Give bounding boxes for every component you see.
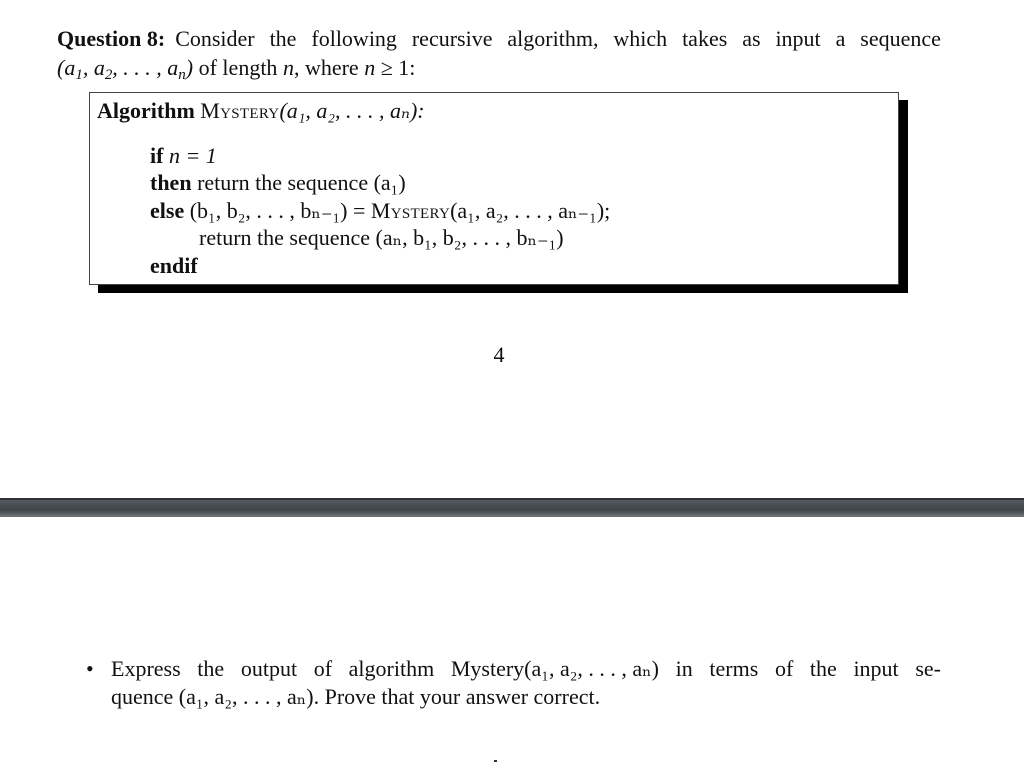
bullet-word: Express bbox=[111, 656, 181, 681]
bullet-word: of bbox=[313, 656, 333, 681]
next-page-number-fragment bbox=[494, 760, 497, 762]
bullet-word: algorithm bbox=[348, 656, 435, 681]
code-line-if bbox=[150, 142, 217, 170]
page-divider bbox=[0, 498, 1024, 517]
bullet-line-2: quence (a₁, a₂, . . . , aₙ). Prove that your answer correct. bbox=[111, 684, 601, 709]
else-body-pre: (b₁, b₂, . . . , bₙ₋₁) = bbox=[189, 198, 371, 223]
algorithm-signature: (a₁, a₂, . . . , aₙ): bbox=[279, 98, 425, 123]
question-intro bbox=[175, 25, 941, 53]
endif-keyword: endif bbox=[150, 253, 198, 278]
question-sequence: ($a_1$, $a_2$, . . . , $a_n$) bbox=[57, 55, 194, 84]
bullet-word: in bbox=[675, 656, 693, 681]
page-number: 4 bbox=[493, 342, 505, 367]
question-of-length: of length bbox=[193, 55, 283, 80]
then-keyword: then bbox=[150, 170, 192, 195]
bullet-word: output bbox=[240, 656, 298, 681]
bullet-word-mystery: Mystery(a₁, a₂, . . . , aₙ) bbox=[450, 656, 659, 681]
code-line-else bbox=[150, 197, 610, 225]
return-line: return the sequence (aₙ, b₁, b₂, . . . , bₙ₋₁) bbox=[199, 225, 564, 250]
bullet-word: terms bbox=[709, 656, 759, 681]
algorithm-name: Mystery bbox=[200, 98, 280, 123]
question-intro-word: sequence bbox=[860, 26, 941, 51]
question-intro-word: algorithm, bbox=[507, 26, 599, 51]
question-intro-word: the bbox=[269, 26, 297, 51]
algorithm-box bbox=[89, 92, 899, 285]
if-keyword: if bbox=[150, 143, 164, 168]
question-intro-word: following bbox=[311, 26, 397, 51]
algorithm-title bbox=[97, 97, 425, 125]
bullet-word: the bbox=[197, 656, 225, 681]
else-keyword: else bbox=[150, 198, 185, 223]
question-n: n bbox=[282, 55, 294, 80]
question-intro-word: Consider bbox=[175, 26, 255, 51]
else-body-post: (a₁, a₂, . . . , aₙ₋₁); bbox=[450, 198, 611, 223]
question-where: , where bbox=[293, 55, 365, 80]
question-intro-word: a bbox=[835, 26, 846, 51]
if-condition: n = 1 bbox=[168, 143, 217, 168]
question-line-1 bbox=[57, 25, 941, 53]
page-lower bbox=[0, 517, 1024, 766]
algorithm-keyword: Algorithm bbox=[97, 98, 195, 123]
code-line-endif bbox=[150, 252, 198, 280]
bullet-icon: • bbox=[86, 656, 94, 681]
question-intro-word: input bbox=[775, 26, 821, 51]
bullet-word: of bbox=[774, 656, 794, 681]
question-ge-one: ≥ 1: bbox=[375, 55, 416, 80]
bullet-line-1 bbox=[111, 655, 941, 683]
question-n-2: n bbox=[364, 55, 376, 80]
then-body: return the sequence (a₁) bbox=[197, 170, 406, 195]
bullet-word: input bbox=[853, 656, 899, 681]
bullet-word: the bbox=[809, 656, 837, 681]
bullet-word: se- bbox=[915, 656, 941, 681]
code-line-return bbox=[199, 224, 564, 252]
question-intro-word: recursive bbox=[411, 26, 493, 51]
question-intro-word: takes bbox=[682, 26, 728, 51]
question-intro-word: as bbox=[742, 26, 761, 51]
question-intro-word: which bbox=[613, 26, 668, 51]
else-call-name: Mystery bbox=[370, 198, 451, 223]
code-line-then bbox=[150, 169, 406, 197]
question-label: Question 8: bbox=[57, 26, 166, 51]
question-line-2 bbox=[57, 54, 415, 82]
